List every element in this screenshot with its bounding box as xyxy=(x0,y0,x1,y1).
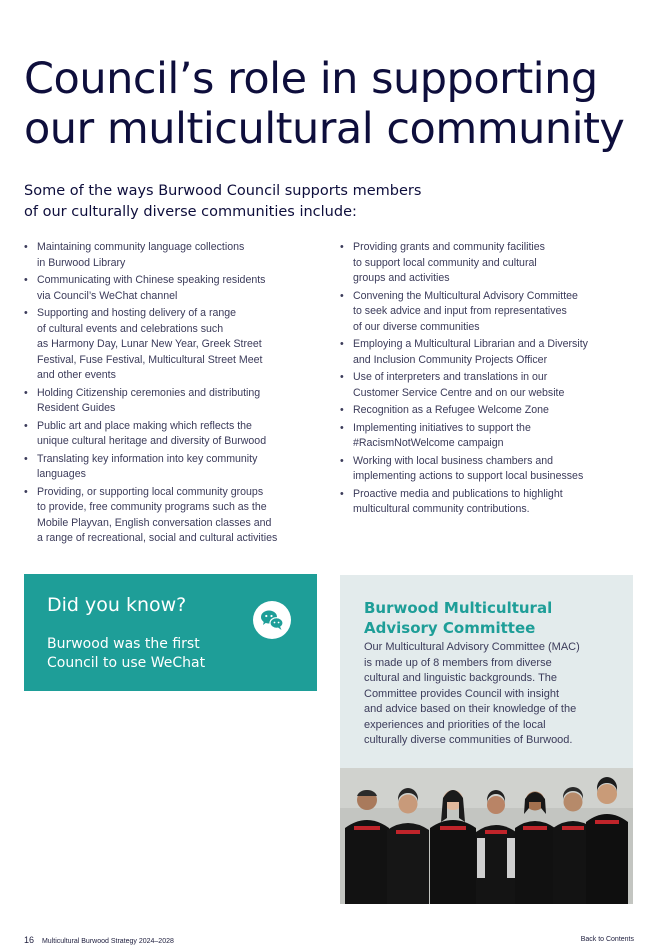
list-item xyxy=(340,370,640,401)
page-title xyxy=(24,54,644,154)
mac-line: Our Multicultural Advisory Committee (MAC) xyxy=(364,641,580,653)
mac-heading xyxy=(364,598,552,638)
list-item xyxy=(340,421,640,452)
list-line: Convening the Multicultural Advisory Committee xyxy=(353,289,578,302)
list-line: as Harmony Day, Lunar New Year, Greek Street xyxy=(37,338,262,350)
did-you-know-line: Burwood was the first xyxy=(47,636,200,652)
bullet-icon: • xyxy=(340,371,344,383)
mac-heading-line: Advisory Committee xyxy=(364,619,536,637)
page-number: 16 xyxy=(24,935,35,945)
intro-text xyxy=(24,181,454,223)
bullet-icon: • xyxy=(340,241,344,253)
list-item xyxy=(340,454,640,485)
list-item xyxy=(24,452,324,483)
list-item xyxy=(24,485,324,547)
list-item xyxy=(340,487,640,518)
back-to-contents-link[interactable]: Back to Contents xyxy=(580,936,634,943)
list-line: of our diverse communities xyxy=(353,320,480,333)
list-line: Use of interpreters and translations in our xyxy=(353,371,548,383)
intro-line: Some of the ways Burwood Council supports members xyxy=(24,183,422,199)
bullet-icon: • xyxy=(24,307,28,319)
page-title-line: our multicultural community xyxy=(24,104,625,154)
list-line: Recognition as a Refugee Welcome Zone xyxy=(353,404,549,416)
left-bullet-list xyxy=(24,240,324,549)
list-line: Maintaining community language collections xyxy=(37,241,245,253)
bullet-icon: • xyxy=(340,421,344,434)
mac-line: Committee provides Council with insight xyxy=(364,687,560,700)
wechat-icon xyxy=(253,601,291,639)
intro-line: of our culturally diverse communities include: xyxy=(24,204,357,220)
list-line: Supporting and hosting delivery of a range xyxy=(37,307,237,319)
list-line: implementing actions to support local businesses xyxy=(353,470,584,482)
mac-line: and advice based on their knowledge of the xyxy=(364,703,577,715)
mac-info-panel xyxy=(340,575,633,768)
mac-line: cultural and linguistic backgrounds. The xyxy=(364,672,558,684)
list-item xyxy=(24,240,324,271)
list-line: Resident Guides xyxy=(37,402,116,414)
page-title-line: Council’s role in supporting xyxy=(24,54,598,104)
list-line: groups and activities xyxy=(353,272,450,284)
bullet-icon: • xyxy=(24,241,28,253)
list-line: unique cultural heritage and diversity of Burwood xyxy=(37,435,267,447)
list-item xyxy=(24,386,324,417)
list-line: Communicating with Chinese speaking residents xyxy=(37,274,266,286)
list-line: via Council’s WeChat channel xyxy=(37,289,178,302)
did-you-know-heading: Did you know? xyxy=(47,594,187,616)
bullet-icon: • xyxy=(24,452,28,465)
list-line: a range of recreational, social and cultural activities xyxy=(37,532,278,544)
did-you-know-text xyxy=(47,635,205,673)
did-you-know-line: Council to use WeChat xyxy=(47,655,206,671)
list-line: Customer Service Centre and on our website xyxy=(353,386,565,399)
bullet-icon: • xyxy=(340,289,344,302)
list-line: #RacismNotWelcome campaign xyxy=(353,437,504,449)
mac-line: is made up of 8 members from diverse xyxy=(364,656,552,669)
list-item xyxy=(340,240,640,287)
list-item xyxy=(340,403,640,419)
list-line: Translating key information into key community xyxy=(37,452,258,465)
mac-line: culturally diverse communities of Burwood. xyxy=(364,734,573,746)
list-line: Public art and place making which reflects the xyxy=(37,419,252,432)
list-line: in Burwood Library xyxy=(37,256,126,269)
list-line: Employing a Multicultural Librarian and a Diversity xyxy=(353,338,588,350)
page-footer xyxy=(24,935,634,945)
list-line: Proactive media and publications to highlight xyxy=(353,487,563,500)
list-item xyxy=(24,419,324,450)
bullet-icon: • xyxy=(24,274,28,286)
list-line: Providing, or supporting local community groups xyxy=(37,485,264,498)
bullet-icon: • xyxy=(340,404,344,416)
bullet-icon: • xyxy=(24,485,28,498)
bullet-icon: • xyxy=(24,386,28,399)
list-line: to support local community and cultural xyxy=(353,256,537,269)
mac-description xyxy=(364,640,580,749)
right-bullet-list xyxy=(340,240,640,520)
bullet-icon: • xyxy=(340,338,344,350)
list-line: Festival, Fuse Festival, Multicultural Street Meet xyxy=(37,353,263,366)
list-item xyxy=(340,337,640,368)
bullet-icon: • xyxy=(340,454,344,467)
bullet-icon: • xyxy=(24,419,28,432)
list-line: of cultural events and celebrations such xyxy=(37,322,224,335)
footer-doc-title: Multicultural Burwood Strategy 2024–2028 xyxy=(41,938,174,945)
list-line: languages xyxy=(37,468,86,480)
list-line: Holding Citizenship ceremonies and distributing xyxy=(37,386,261,399)
bullet-icon: • xyxy=(340,487,344,500)
list-line: Mobile Playvan, English conversation classes and xyxy=(37,516,272,529)
mac-heading-line: Burwood Multicultural xyxy=(364,599,553,617)
list-item xyxy=(340,289,640,336)
mac-line: experiences and priorities of the local xyxy=(364,718,546,731)
list-line: Implementing initiatives to support the xyxy=(353,421,531,434)
list-line: to provide, free community programs such as the xyxy=(37,501,267,513)
list-line: and other events xyxy=(37,369,116,381)
committee-group-photo xyxy=(340,768,633,904)
list-line: to seek advice and input from representatives xyxy=(353,305,567,317)
list-line: Working with local business chambers and xyxy=(353,454,554,467)
list-line: Providing grants and community facilities xyxy=(353,241,545,253)
list-item xyxy=(24,306,324,384)
list-line: and Inclusion Community Projects Officer xyxy=(353,353,548,366)
did-you-know-callout xyxy=(24,574,317,691)
list-item xyxy=(24,273,324,304)
list-line: multicultural community contributions. xyxy=(353,503,530,515)
